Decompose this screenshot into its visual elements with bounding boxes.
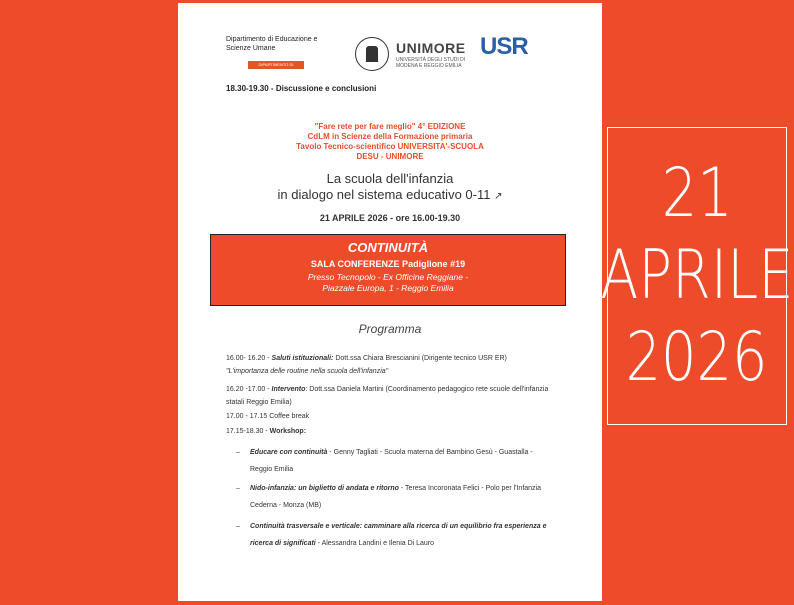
date-badge — [600, 127, 794, 425]
workshop-item-1: – Educare con continuità - Genny Tagliati - Scuola materna del Bambino Gesù - Guastalla - Reggio Emilia — [250, 444, 550, 478]
program-item-1: 16.00- 16.20 - Saluti istituzionali: Dott.ssa Chiara Brescianini (Dirigente tecnico USR ER) "L'importanza delle routine nella scuola dell'infanzia" — [226, 355, 507, 375]
university-seal-icon — [355, 37, 389, 71]
dept-badge: DIPARTIMENTO DI ECCELLENZA — [248, 61, 304, 69]
date-day: 21 — [661, 154, 733, 233]
dept-logo-text: Dipartimento di Educazione e Scienze Umane — [226, 36, 318, 52]
venue-address-1: Presso Tecnopolo - Ex Officine Reggiane - — [307, 272, 469, 282]
unimore-subtitle: UNIVERSITÀ DEGLI STUDI DI MODENA E REGGIO EMILIA — [396, 57, 466, 69]
discussion-line: 18.30-19.30 - Discussione e conclusioni — [226, 84, 377, 93]
program-item-3: 17.00 - 17.15 Coffee break — [226, 413, 310, 420]
dash-bullet-icon: – — [236, 523, 240, 530]
program-item-4: 17.15-18.30 - Workshop: — [226, 428, 307, 435]
dash-bullet-icon: – — [236, 449, 240, 456]
workshop-item-3: – Continuità trasversale e verticale: camminare alla ricerca di un equilibrio fra esperienza e ricerca di significati - Alessandra Landini e Ilenia Di Lauro — [250, 518, 550, 552]
workshop-item-2: – Nido-infanzia: un biglietto di andata e ritorno - Teresa Incoronata Felici - Polo per l'Infanzia Cederna - Monza (MB) — [250, 480, 550, 514]
event-date-time: 21 APRILE 2026 - ore 16.00-19.30 — [319, 213, 461, 223]
venue-room: SALA CONFERENZE Padiglione #19 — [310, 259, 466, 269]
venue-address-2: Piazzale Europa, 1 - Reggio Emilia — [322, 283, 454, 293]
main-heading-line-1: La scuola dell'infanzia — [326, 171, 454, 186]
arrow-icon: ↗ — [494, 191, 503, 202]
date-year: 2026 — [626, 318, 768, 397]
program-item-2: 16.20 -17.00 - Intervento: Dott.ssa Daniela Martini (Coordinamento pedagogico rete scuole dell'infanzia statali Reggio Emilia) — [226, 386, 549, 406]
edition-line-1: "Fare rete per fare meglio" 4° EDIZIONE — [314, 122, 466, 131]
usr-logo: USR — [480, 33, 528, 60]
event-flyer — [178, 3, 602, 601]
programma-heading: Programma — [358, 322, 422, 336]
edition-line-2: CdLM in Scienze della Formazione primaria — [307, 132, 473, 141]
unimore-logo: UNIMORE — [396, 40, 466, 56]
edition-line-4: DESU - UNIMORE — [356, 152, 424, 161]
logo-bar — [178, 31, 602, 81]
continuita-box — [210, 234, 566, 306]
edition-line-3: Tavolo Tecnico-scientifico UNIVERSITA'-SCUOLA — [296, 142, 484, 151]
dash-bullet-icon: – — [236, 485, 240, 492]
main-heading-line-2: in dialogo nel sistema educativo 0-11 ↗ — [277, 187, 503, 202]
date-month: APRILE — [600, 236, 794, 315]
continuita-title: CONTINUITÀ — [347, 240, 429, 255]
